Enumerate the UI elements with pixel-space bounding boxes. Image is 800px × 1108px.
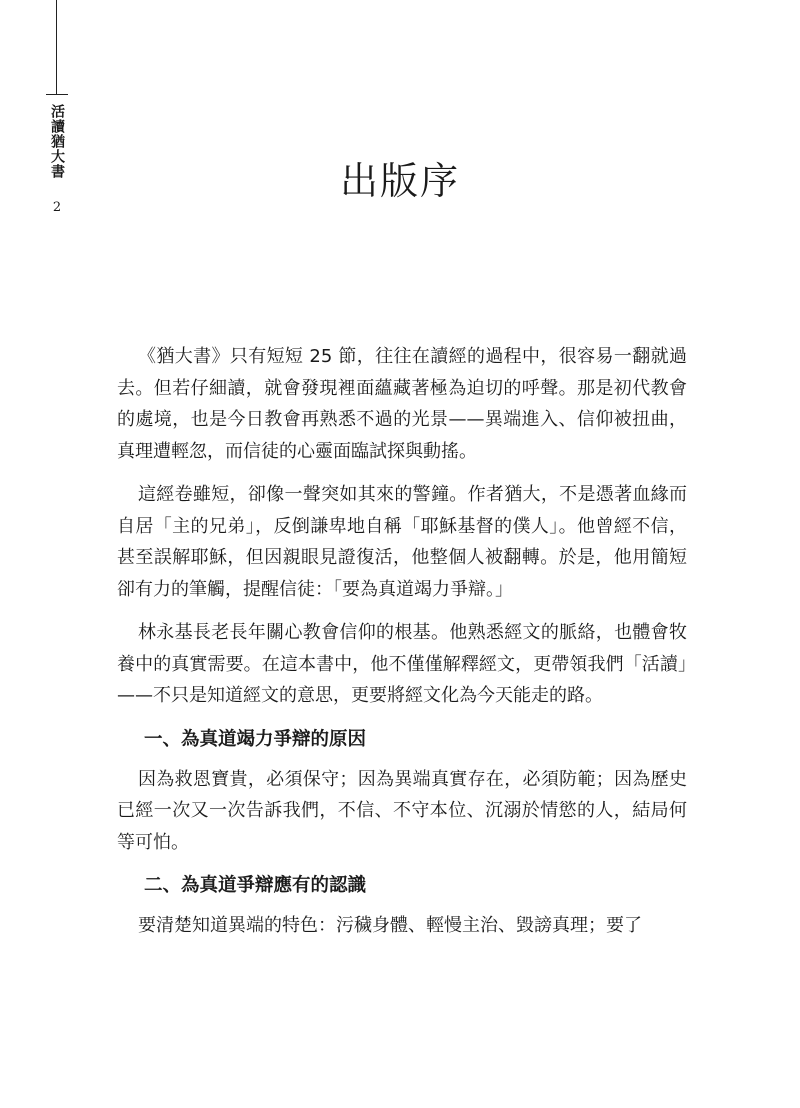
paragraph-2: 這經卷雖短，卻像一聲突如其來的警鐘。作者猶大，不是憑著血緣而自居「主的兄弟」，反倒謙卑地自稱「耶穌基督的僕人」。他曾經不信，甚至誤解耶穌，但因親眼見證復活，他整個人被翻轉。於是，他用簡短卻有力的筆觸，提醒信徒：「要為真道竭力爭辯。」 (117, 484, 687, 600)
margin-rule-horizontal (46, 94, 68, 95)
running-head-book-title: 活讀猶大書 (49, 104, 65, 179)
margin-rule-vertical (56, 0, 57, 94)
body-text (117, 341, 687, 954)
paragraph-5: 要清楚知道異端的特色：污穢身體、輕慢主治、毀謗真理；要了 (138, 915, 642, 936)
paragraph-4: 因為救恩寶貴，必須保守；因為異端真實存在，必須防範；因為歷史已經一次又一次告訴我們，不信、不守本位、沉溺於情慾的人，結局何等可怕。 (117, 768, 687, 853)
page-number: 2 (52, 200, 62, 215)
paragraph-3: 林永基長老長年關心教會信仰的根基。他熟悉經文的脈絡，也體會牧養中的真實需要。在這本書中，他不僅僅解釋經文，更帶領我們「活讀」——不只是知道經文的意思，更要將經文化為今天能走的路。 (117, 622, 687, 706)
section-heading-2: 二、為真道爭辯應有的認識 (144, 875, 367, 896)
paragraph-1: 《猶大書》只有短短 25 節，往往在讀經的過程中，很容易一翻就過去。但若仔細讀，就會發現裡面蘊藏著極為迫切的呼聲。那是初代教會的處境，也是今日教會再熟悉不過的光景——異端進入、信仰被扭曲，真理遭輕忽，而信徒的心靈面臨試探與動搖。 (117, 346, 687, 462)
page-title: 出版序 (339, 159, 460, 203)
section-heading-1: 一、為真道竭力爭辯的原因 (144, 728, 367, 750)
